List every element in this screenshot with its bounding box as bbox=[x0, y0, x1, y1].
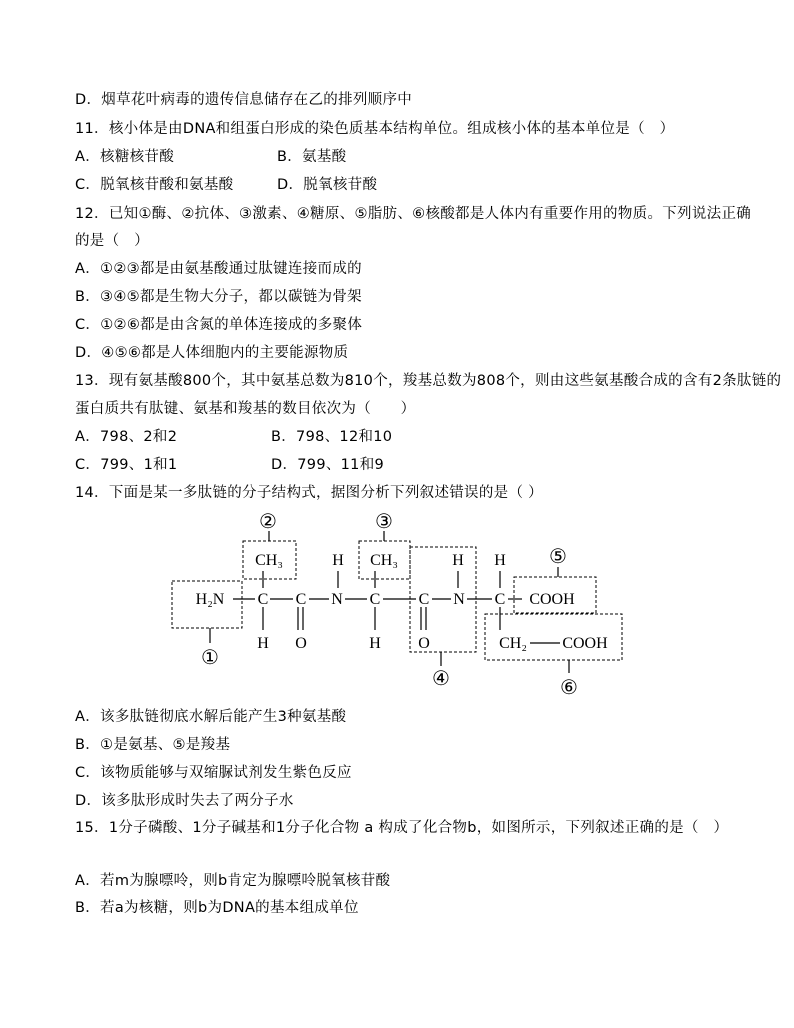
q14-option-b: B．①是氨基、⑤是羧基 bbox=[75, 737, 231, 753]
q12-option-a: A．①②③都是由氨基酸通过肽键连接而成的 bbox=[75, 261, 362, 277]
q12-stem-line2: 的是（ ） bbox=[75, 233, 149, 249]
q13-option-a: A．798、2和2 bbox=[75, 429, 178, 445]
q13-stem-line2: 蛋白质共有肽键、氨基和羧基的数目依次为（ ） bbox=[75, 401, 416, 417]
side-carboxyl: COOH bbox=[562, 635, 608, 652]
c-atom-3: C bbox=[369, 591, 381, 608]
q11-option-c: C．脱氧核苷酸和氨基酸 bbox=[75, 177, 234, 193]
c-atom-2: C bbox=[295, 591, 307, 608]
q15-option-a: A．若m为腺嘌呤，则b肯定为腺嘌呤脱氧核苷酸 bbox=[75, 873, 391, 889]
q15-option-b: B．若a为核糖，则b为DNA的基本组成单位 bbox=[75, 900, 359, 916]
n-atom-1: N bbox=[331, 591, 343, 608]
c-atom-4: C bbox=[418, 591, 430, 608]
q12-option-d: D．④⑤⑥都是人体细胞内的主要能源物质 bbox=[75, 345, 349, 361]
h-bottom-2: H bbox=[369, 635, 381, 652]
q13-option-d: D．799、11和9 bbox=[271, 457, 385, 473]
label-5: ⑤ bbox=[549, 546, 567, 568]
q14-option-d: D．该多肽形成时失去了两分子水 bbox=[75, 793, 294, 809]
q13-stem-line1: 13．现有氨基酸800个，其中氨基总数为810个，羧基总数为808个，则由这些氨基酸合成的含有2条肽链的 bbox=[75, 373, 782, 389]
q13-option-c: C．799、1和1 bbox=[75, 457, 178, 473]
q14-stem: 14．下面是某一多肽链的分子结构式，据图分析下列叙述错误的是（ ） bbox=[75, 485, 543, 501]
q15-stem: 15．1分子磷酸、1分子碱基和1分子化合物 a 构成了化合物b，如图所示，下列叙述正确的是（ ） bbox=[75, 820, 729, 836]
q14-option-c: C．该物质能够与双缩脲试剂发生紫色反应 bbox=[75, 765, 352, 781]
q12-option-c: C．①②⑥都是由含氮的单体连接成的多聚体 bbox=[75, 317, 363, 333]
amino-group: H₂N bbox=[195, 591, 225, 608]
q11-option-a: A．核糖核苷酸 bbox=[75, 149, 175, 165]
q12-option-b: B．③④⑤都是生物大分子，都以碳链为骨架 bbox=[75, 289, 362, 305]
label-2: ② bbox=[259, 511, 277, 533]
carboxyl-group: COOH bbox=[529, 591, 575, 608]
q10-option-d: D．烟草花叶病毒的遗传信息储存在乙的排列顺序中 bbox=[75, 92, 413, 108]
q14-option-a: A．该多肽链彻底水解后能产生3种氨基酸 bbox=[75, 709, 347, 725]
ch3-group-2: CH₃ bbox=[370, 552, 398, 569]
q12-stem-line1: 12．已知①酶、②抗体、③激素、④糖原、⑤脂肪、⑥核酸都是人体内有重要作用的物质。下列说法正确 bbox=[75, 206, 752, 222]
label-1: ① bbox=[201, 647, 219, 669]
n-atom-2: N bbox=[453, 591, 465, 608]
ch3-group-1: CH₃ bbox=[255, 552, 283, 569]
c-atom-1: C bbox=[257, 591, 269, 608]
h-top-2: H bbox=[452, 552, 464, 569]
ch2-group: CH₂ bbox=[499, 635, 527, 652]
q13-option-b: B．798、12和10 bbox=[271, 429, 393, 445]
q11-option-b: B．氨基酸 bbox=[277, 149, 347, 165]
o-atom-2: O bbox=[418, 635, 430, 652]
label-4: ④ bbox=[432, 668, 450, 690]
h-top-3: H bbox=[494, 552, 506, 569]
label-3: ③ bbox=[375, 511, 393, 533]
h-bottom-1: H bbox=[257, 635, 269, 652]
h-top-1: H bbox=[332, 552, 344, 569]
q11-option-d: D．脱氧核苷酸 bbox=[277, 177, 378, 193]
o-atom-1: O bbox=[295, 635, 307, 652]
label-6: ⑥ bbox=[560, 677, 578, 699]
c-atom-5: C bbox=[494, 591, 506, 608]
q11-stem: 11．核小体是由DNA和组蛋白形成的染色质基本结构单位。组成核小体的基本单位是（ ） bbox=[75, 121, 675, 137]
